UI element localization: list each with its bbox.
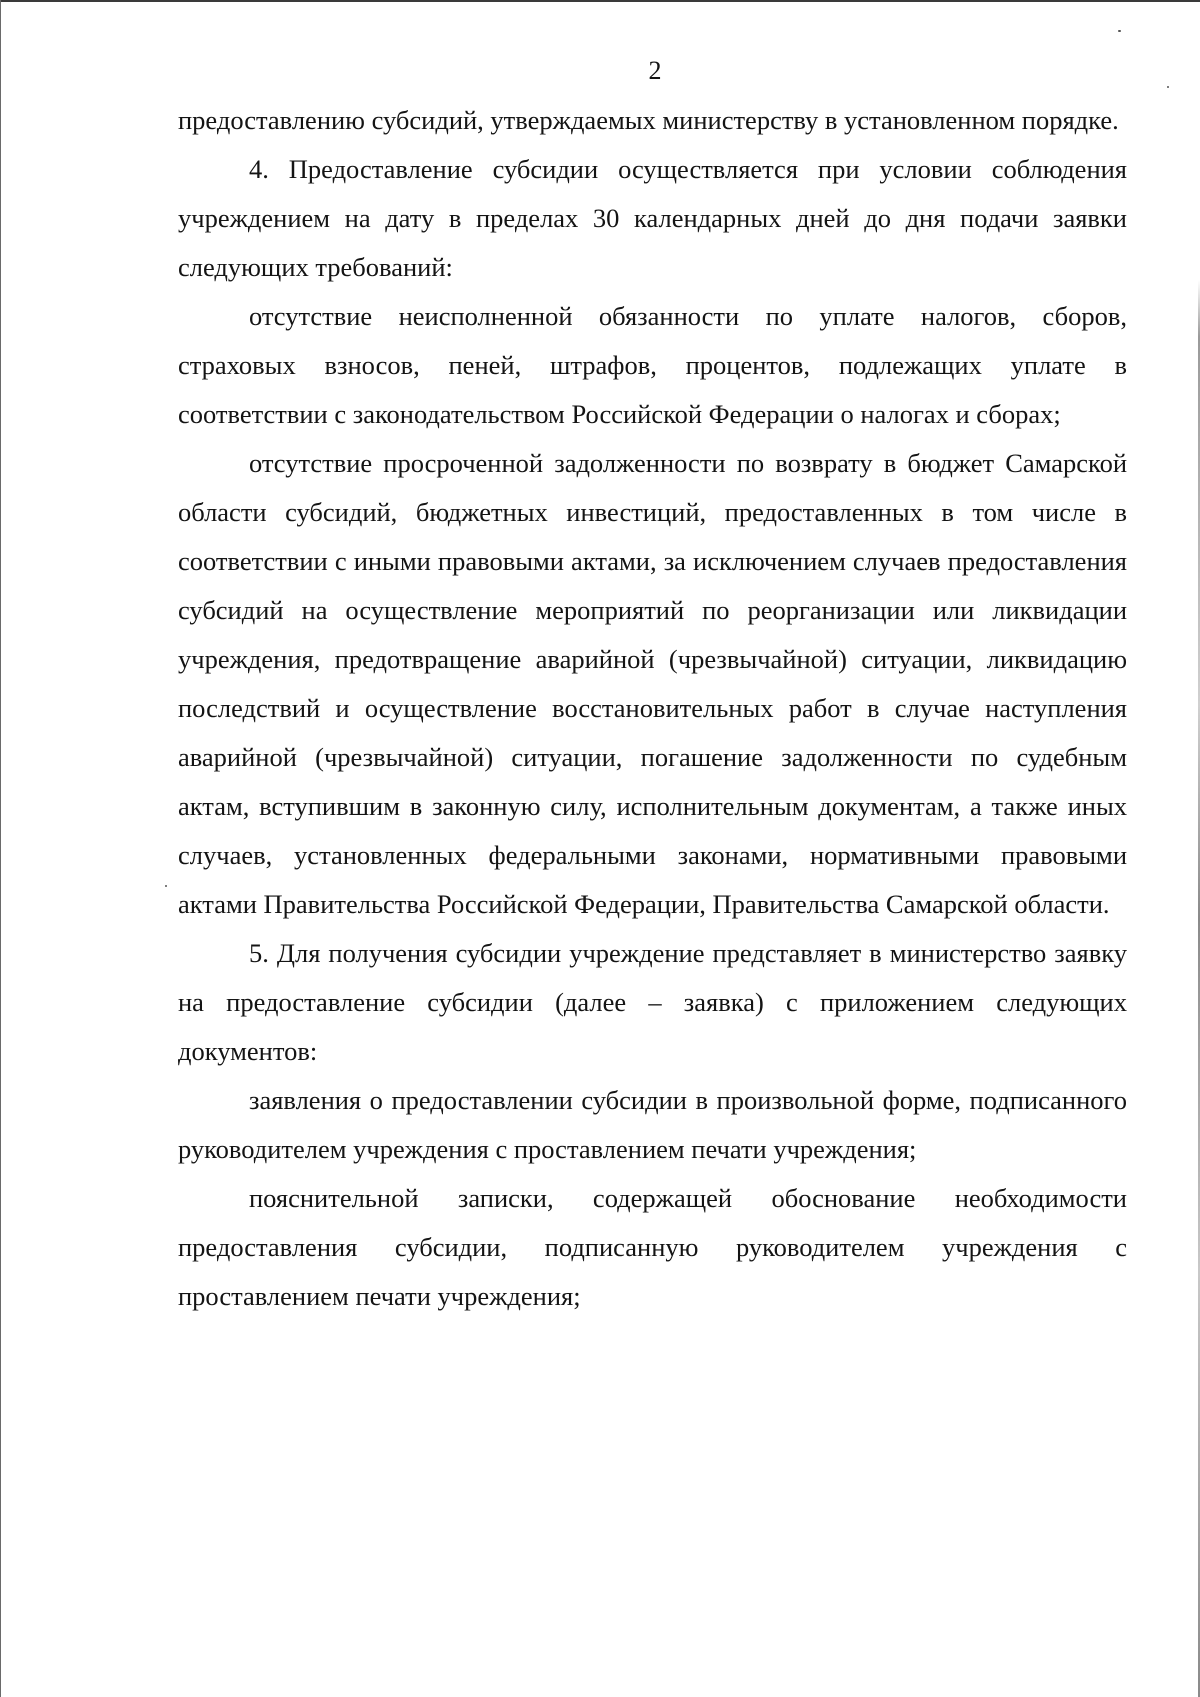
scan-left-edge bbox=[0, 0, 1, 1697]
scan-speck bbox=[165, 885, 167, 887]
paragraph-application-statement: заявления о предоставлении субсидии в произвольной форме, подписанного руководителем учреждения с проставлением печати учреждения; bbox=[178, 1085, 1127, 1164]
page-number: 2 bbox=[648, 56, 662, 85]
paragraph-item-5: 5. Для получения субсидии учреждение представляет в министерство заявку на предоставление субсидии (далее – заявка) с приложением следующих документов: bbox=[178, 938, 1127, 1066]
paragraph-explanatory-note: пояснительной записки, содержащей обоснование необходимости предоставления субсидии, подписанную руководителем учреждения с проставлением печати учреждения; bbox=[178, 1183, 1127, 1311]
paragraph-requirement-debt: отсутствие просроченной задолженности по возврату в бюджет Самарской области субсидий, бюджетных инвестиций, предоставленных в том числе в соответствии с иными правовыми актами, за исключением случаев предоставления субсидий на осуществление мероприятий по реорганизации или ликвидации учреждения, предотвращение аварийной (чрезвычайной) ситуации, ликвидацию последствий и осуществление восстановительных работ в случае наступления аварийной (чрезвычайной) ситуации, погашение задолженности по судебным актам, вступившим в законную силу, исполнительным документам, а также иных случаев, установленных федеральными законами, нормативными правовыми актами Правительства Российской Федерации, Правительства Самарской области. bbox=[178, 448, 1127, 919]
paragraph-continuation: предоставлению субсидий, утверждаемых министерству в установленном порядке. bbox=[178, 105, 1119, 135]
scan-speck bbox=[1167, 86, 1169, 88]
scan-speck bbox=[1118, 30, 1121, 32]
scan-top-edge bbox=[0, 0, 1200, 2]
document-body bbox=[178, 96, 1127, 1321]
paragraph-item-4: 4. Предоставление субсидии осуществляется при условии соблюдения учреждением на дату в пределах 30 календарных дней до дня подачи заявки следующих требований: bbox=[178, 154, 1127, 282]
paragraph-requirement-taxes: отсутствие неисполненной обязанности по уплате налогов, сборов, страховых взносов, пеней, штрафов, процентов, подлежащих уплате в соответствии с законодательством Российской Федерации о налогах и сборах; bbox=[178, 301, 1127, 429]
